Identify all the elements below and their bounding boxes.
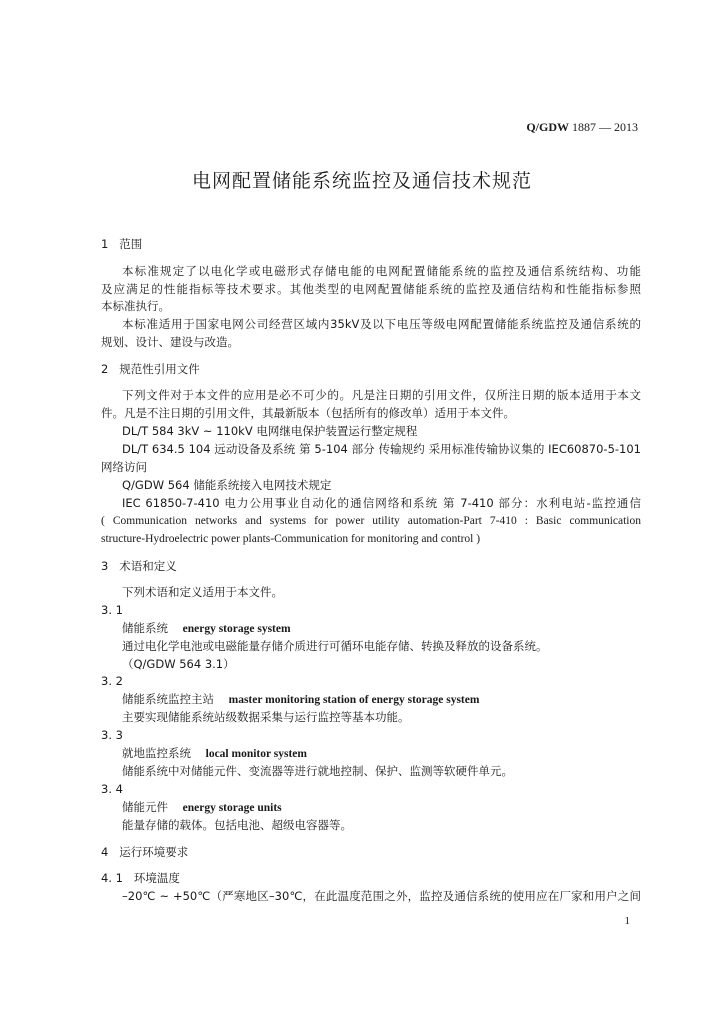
reference-item: IEC 61850-7-410 电力公用事业自动化的通信网络和系统 第 7-410 部分：水利电站-监控通信 <box>122 496 641 510</box>
section-4-heading <box>101 845 641 860</box>
subsection-number: 4. 1 <box>101 871 123 885</box>
standard-prefix: Q/GDW <box>526 120 569 134</box>
term-number: 3. 4 <box>101 782 123 796</box>
document-title: 电网配置储能系统监控及通信技术规范 <box>191 170 532 192</box>
section-2-heading <box>101 362 641 377</box>
reference-item: structure-Hydroelectric power plants-Communication for monitoring and control ) <box>101 533 481 545</box>
term-en: local monitor system <box>205 748 307 760</box>
section-3-heading <box>101 559 641 574</box>
term-en: energy storage units <box>182 802 282 814</box>
term-zh: 储能系统监控主站 <box>122 692 214 706</box>
term-number: 3. 2 <box>101 674 123 688</box>
paragraph-line: 及应满足的性能指标等技术要求。其他类型的电网配置储能系统的监控及通信结构和性能指标参照 <box>101 282 641 296</box>
term-definition: 通过电化学电池或电磁能量存储介质进行可循环电能存储、转换及释放的设备系统。 <box>122 639 548 653</box>
term-en: energy storage system <box>182 623 291 635</box>
term-heading <box>122 692 641 708</box>
reference-item: DL/T 634.5 104 远动设备及系统 第 5-104 部分 传输规约 采用标准传输协议集的 IEC60870-5-101 <box>122 442 641 456</box>
reference-item: 网络访问 <box>101 460 147 474</box>
section-title: 术语和定义 <box>119 559 177 573</box>
term-zh: 就地监控系统 <box>122 746 191 760</box>
section-number: 4 <box>101 845 109 859</box>
subsection-heading <box>101 871 641 886</box>
standard-number <box>526 120 638 135</box>
paragraph-line: 本标准执行。 <box>101 299 170 313</box>
section-title: 范围 <box>119 237 143 251</box>
reference-item: DL/T 584 3kV ~ 110kV 电网继电保护装置运行整定规程 <box>122 424 418 438</box>
term-source: （Q/GDW 564 3.1） <box>122 657 235 671</box>
term-heading <box>122 800 641 816</box>
term-definition: 主要实现储能系统站级数据采集与运行监控等基本功能。 <box>122 710 410 724</box>
section-title: 运行环境要求 <box>119 845 189 859</box>
term-number: 3. 1 <box>101 603 123 617</box>
term-heading <box>122 746 641 762</box>
subsection-title: 环境温度 <box>133 871 180 885</box>
term-zh: 储能元件 <box>122 800 168 814</box>
paragraph-line: 本标准规定了以电化学或电磁形式存储电能的电网配置储能系统的监控及通信系统结构、功能 <box>122 264 641 278</box>
term-number: 3. 3 <box>101 728 123 742</box>
paragraph-line: 件。凡是不注日期的引用文件，其最新版本（包括所有的修改单）适用于本文件。 <box>101 406 515 420</box>
reference-item: ( Communication networks and systems for power utility automation-Part 7-410 : Basic communication <box>101 515 641 527</box>
paragraph-line: –20℃ ~ +50℃（严寒地区–30℃，在此温度范围之外，监控及通信系统的使用应在厂家和用户之间 <box>122 889 641 903</box>
section-number: 3 <box>101 559 109 573</box>
standard-year: 1887 — 2013 <box>572 120 638 134</box>
term-definition: 储能系统中对储能元件、变流器等进行就地控制、保护、监测等软硬件单元。 <box>122 764 513 778</box>
term-zh: 储能系统 <box>122 621 168 635</box>
reference-item: Q/GDW 564 储能系统接入电网技术规定 <box>122 478 332 492</box>
paragraph-line: 下列文件对于本文件的应用是必不可少的。凡是注日期的引用文件，仅所注日期的版本适用于本文 <box>122 388 641 402</box>
section-number: 1 <box>101 237 109 251</box>
paragraph-line: 规划、设计、建设与改造。 <box>101 335 239 349</box>
term-definition: 能量存储的载体。包括电池、超级电容器等。 <box>122 818 352 832</box>
section-1-heading <box>101 237 641 252</box>
section-title: 规范性引用文件 <box>119 362 200 376</box>
term-heading <box>122 621 641 637</box>
section-number: 2 <box>101 362 109 376</box>
term-en: master monitoring station of energy storage system <box>228 694 480 706</box>
paragraph-line: 本标准适用于国家电网公司经营区域内35kV及以下电压等级电网配置储能系统监控及通信系统的 <box>122 317 641 331</box>
paragraph-line: 下列术语和定义适用于本文件。 <box>122 585 283 599</box>
page-number: 1 <box>624 915 630 927</box>
